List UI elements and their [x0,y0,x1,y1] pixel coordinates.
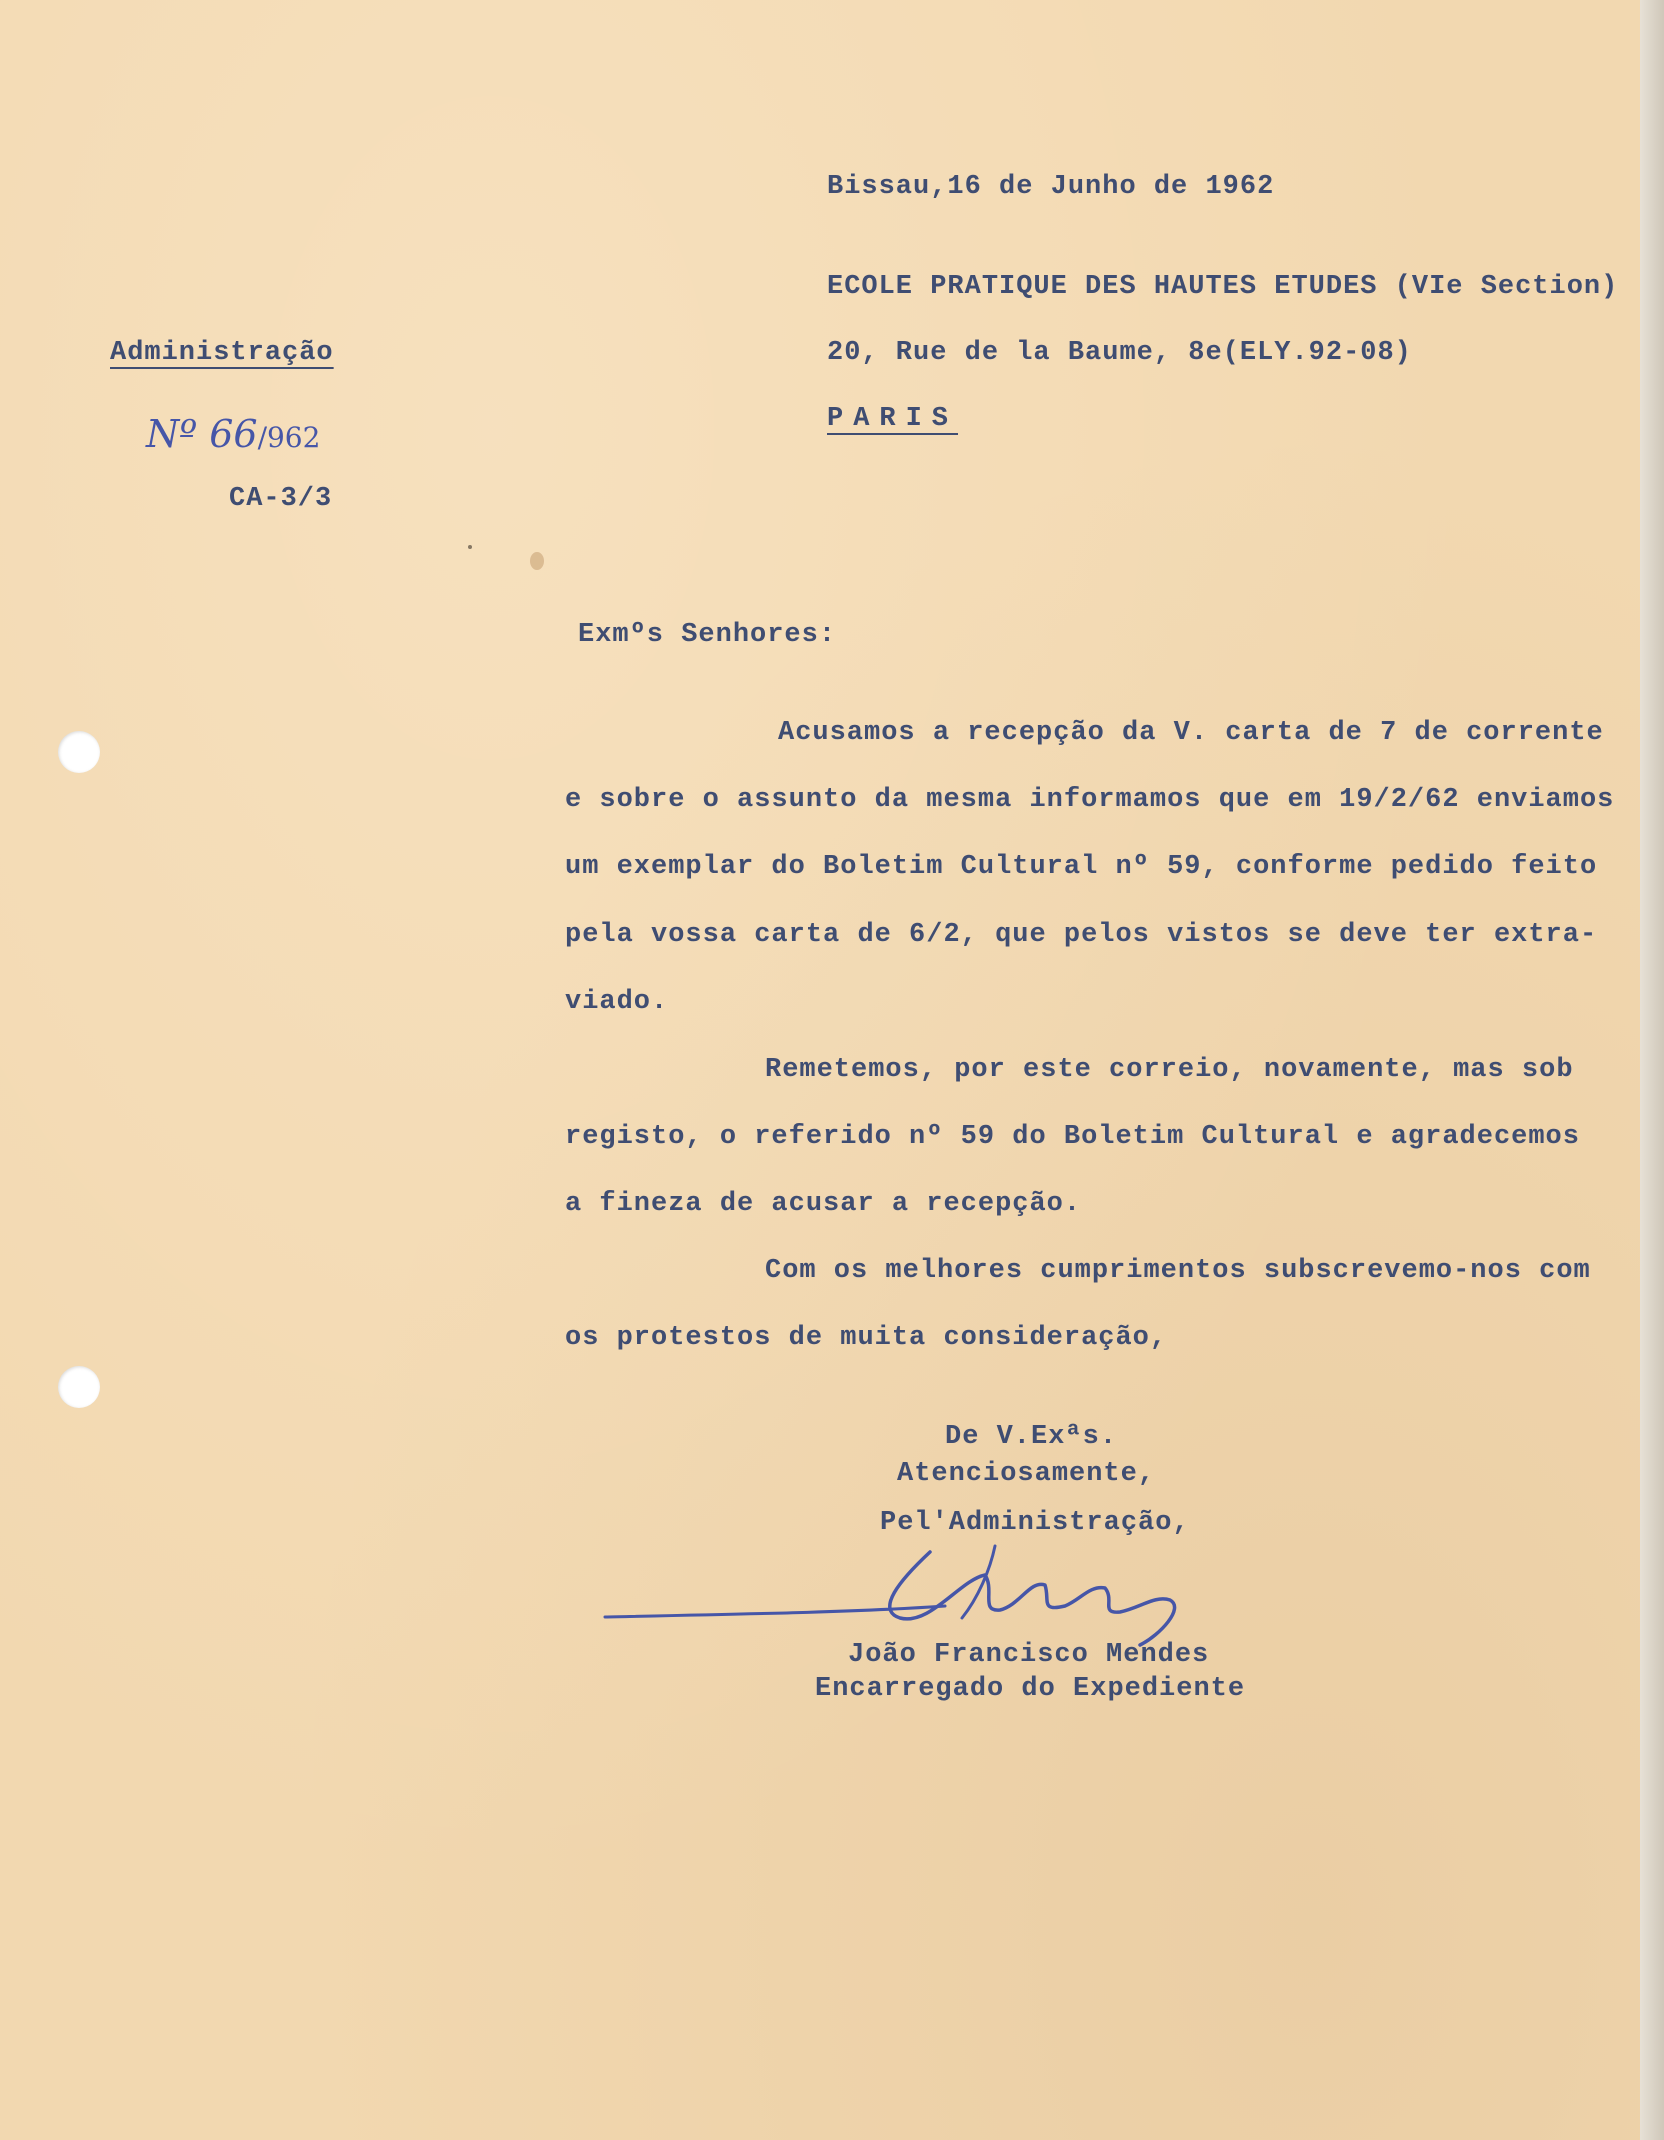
body-line: Com os melhores cumprimentos subscrevemo-nos com [765,1256,1591,1286]
body-line: pela vossa carta de 6/2, que pelos vistos se deve ter extra- [565,920,1598,950]
signatory-name: João Francisco Mendes [848,1640,1210,1670]
scan-edge [1640,0,1664,2140]
closing-line-3: Pel'Administração, [880,1508,1190,1538]
body-line: Acusamos a recepção da V. carta de 7 de corrente [778,718,1604,748]
body-line: registo, o referido nº 59 do Boletim Cultural e agradecemos [565,1122,1580,1152]
punch-hole-upper [58,731,100,773]
closing-line-2: Atenciosamente, [897,1459,1156,1489]
recipient-city: PARIS [827,404,959,434]
reference-code: CA-3/3 [229,484,333,514]
recipient-line-1: ECOLE PRATIQUE DES HAUTES ETUDES (VIe Section) [827,272,1619,302]
body-line: os protestos de muita consideração, [565,1323,1168,1353]
body-line: viado. [565,987,669,1017]
body-line: um exemplar do Boletim Cultural nº 59, conforme pedido feito [565,852,1598,882]
department-label: Administração [110,338,334,368]
body-line: Remetemos, por este correio, novamente, mas sob [765,1055,1574,1085]
handwritten-signature [600,1540,1200,1650]
document-number [146,412,320,456]
closing-line-1: De V.Exªs. [945,1422,1118,1452]
dust-speck [468,545,472,549]
body-line: e sobre o assunto da mesma informamos que em 19/2/62 enviamos [565,785,1615,815]
date-line: Bissau,16 de Junho de 1962 [827,172,1275,202]
stain-spot [530,552,544,570]
handwritten-number: Nº 66 [146,412,258,456]
recipient-line-2: 20, Rue de la Baume, 8e(ELY.92-08) [827,338,1412,368]
body-line: a fineza de acusar a recepção. [565,1189,1082,1219]
signature-stroke [890,1552,1175,1645]
number-year: /962 [257,421,321,454]
salutation: Exmºs Senhores: [578,620,837,650]
punch-hole-lower [58,1366,100,1408]
signatory-title: Encarregado do Expediente [815,1674,1246,1704]
